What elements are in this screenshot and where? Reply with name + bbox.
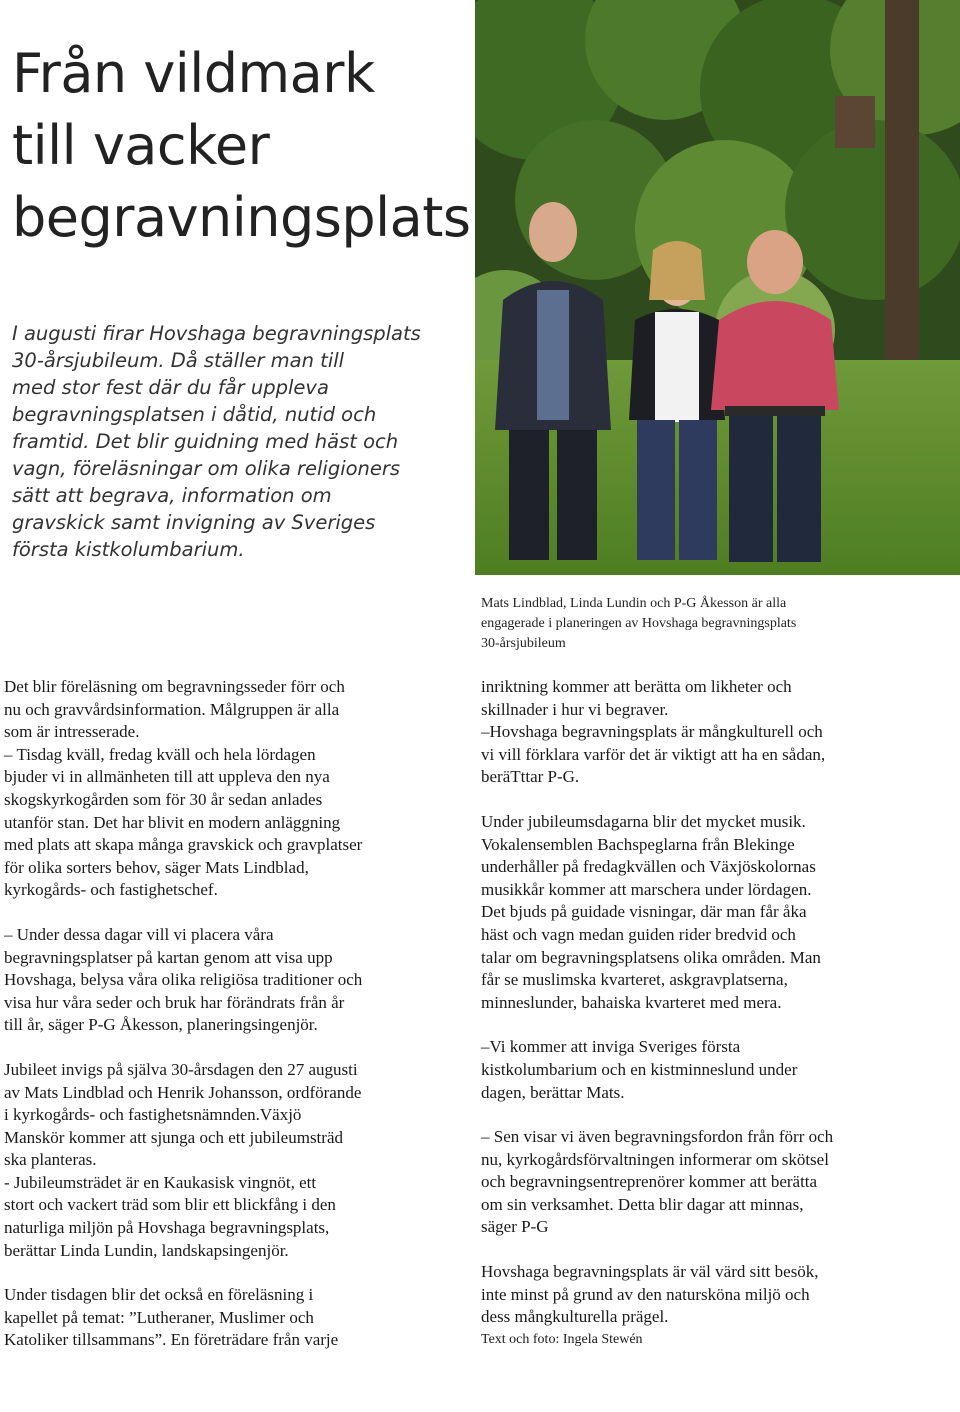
- paragraph: [481, 1126, 951, 1239]
- headline-line: begravningsplats: [12, 186, 471, 249]
- headline-line: till vacker: [12, 114, 270, 177]
- text-line: dagen, berättar Mats.: [481, 1082, 625, 1102]
- caption-line: engagerade i planeringen av Hovshaga begravningsplats: [481, 616, 797, 631]
- article-headline: [12, 38, 471, 254]
- text-line: visa hur våra seder och bruk har förändrats från år: [4, 992, 345, 1012]
- photo-credit: Text och foto: Ingela Stewén: [481, 1331, 643, 1347]
- lead-line: gravskick samt invigning av Sveriges: [12, 511, 376, 534]
- text-line: utanför stan. Det har blivit en modern anläggning: [4, 812, 341, 832]
- text-line: Katoliker tillsammans”. En företrädare från varje: [4, 1330, 339, 1350]
- text-line: häst och vagn medan guiden rider bredvid och: [481, 924, 796, 944]
- photo-caption: [481, 594, 951, 654]
- lead-line: begravningsplatsen i dåtid, nutid och: [12, 403, 377, 426]
- text-line: – Sen visar vi även begravningsfordon från förr och: [481, 1127, 834, 1147]
- text-line: vi vill förklara varför det är viktigt att ha en sådan,: [481, 744, 826, 764]
- paragraph-gap: [481, 789, 951, 811]
- text-line: till år, säger P-G Åkesson, planeringsingenjör.: [4, 1015, 318, 1035]
- text-line: Manskör kommer att sjunga och ett jubileumsträd: [4, 1127, 343, 1147]
- text-line: skogskyrkogården som för 30 år sedan anlades: [4, 789, 323, 809]
- text-line: minneslunder, bahaiska kvarteret med mera.: [481, 992, 782, 1012]
- text-line: och begravningsentreprenörer kommer att berätta: [481, 1172, 818, 1192]
- lead-line: framtid. Det blir guidning med häst och: [12, 430, 399, 453]
- text-line: bjuder vi in allmänheten till att uppleva den nya: [4, 767, 330, 787]
- text-line: naturliga miljön på Hovshaga begravningsplats,: [4, 1218, 330, 1238]
- paragraph-gap: [481, 1014, 951, 1036]
- paragraph-gap: [481, 1239, 951, 1261]
- lead-line: sätt att begrava, information om: [12, 484, 332, 507]
- text-line: berättar Linda Lundin, landskapsingenjör.: [4, 1240, 289, 1260]
- paragraph: [481, 1036, 951, 1104]
- text-line: beräTttar P-G.: [481, 767, 580, 787]
- paragraph-gap: [4, 1262, 459, 1284]
- article-lead: [12, 320, 467, 563]
- lead-line: I augusti firar Hovshaga begravningsplats: [12, 322, 421, 345]
- text-line: musikkår kommer att marschera under lördagen.: [481, 879, 812, 899]
- lead-line: vagn, föreläsningar om olika religioners: [12, 457, 401, 480]
- lead-line: 30-årsjubileum. Då ställer man till: [12, 349, 345, 372]
- text-line: –Hovshaga begravningsplats är mångkulturell och: [481, 722, 823, 742]
- text-line: inte minst på grund av den natursköna miljö och: [481, 1284, 810, 1304]
- text-line: om sin verksamhet. Detta blir dagar att minnas,: [481, 1194, 804, 1214]
- paragraph: [481, 1261, 951, 1329]
- text-line: nu, kyrkogårdsförvaltningen informerar om skötsel: [481, 1149, 829, 1169]
- paragraph: [481, 811, 951, 1014]
- body-column-right: [481, 676, 951, 1351]
- text-line: - Jubileumsträdet är en Kaukasisk vingnöt, ett: [4, 1172, 317, 1192]
- paragraph-gap: [4, 1037, 459, 1059]
- text-line: av Mats Lindblad och Henrik Johansson, ordförande: [4, 1082, 362, 1102]
- paragraph: [4, 676, 459, 902]
- text-line: för olika sorters behov, säger Mats Lindblad,: [4, 857, 309, 877]
- text-line: kapellet på temat: ”Lutheraner, Muslimer och: [4, 1307, 314, 1327]
- paragraph-gap: [481, 1104, 951, 1126]
- text-line: – Tisdag kväll, fredag kväll och hela lördagen: [4, 744, 316, 764]
- birdhouse: [835, 96, 875, 148]
- text-line: Vokalensemblen Bachspeglarna från Blekinge: [481, 834, 795, 854]
- text-line: –Vi kommer att inviga Sveriges första: [481, 1037, 741, 1057]
- text-line: Hovshaga begravningsplats är väl värd sitt besök,: [481, 1262, 819, 1282]
- paragraph: [4, 924, 459, 1037]
- text-line: kyrkogårds- och fastighetschef.: [4, 880, 218, 900]
- text-line: underhåller på fredagkvällen och Växjöskolornas: [481, 857, 816, 877]
- text-line: med plats att skapa många gravskick och gravplatser: [4, 835, 363, 855]
- text-line: begravningsplatser på kartan genom att visa upp: [4, 947, 333, 967]
- text-line: Jubileet invigs på själva 30-årsdagen den 27 augusti: [4, 1059, 358, 1079]
- text-line: Det bjuds på guidade visningar, där man får åka: [481, 902, 807, 922]
- lead-line: med stor fest där du får uppleva: [12, 376, 329, 399]
- text-line: ska planteras.: [4, 1150, 97, 1170]
- text-line: Under tisdagen blir det också en föreläsning i: [4, 1285, 314, 1305]
- lead-line: första kistkolumbarium.: [12, 538, 245, 561]
- text-line: i kyrkogårds- och fastighetsnämnden.Växjö: [4, 1105, 302, 1125]
- text-line: – Under dessa dagar vill vi placera våra: [4, 924, 274, 944]
- text-line: skillnader i hur vi begraver.: [481, 699, 669, 719]
- body-column-left: [4, 676, 459, 1352]
- text-line: dess mångkulturella prägel.: [481, 1307, 669, 1327]
- photo-illustration: [475, 0, 960, 575]
- text-line: Hovshaga, belysa våra olika religiösa traditioner och: [4, 970, 363, 990]
- paragraph: [4, 1284, 459, 1352]
- text-line: som är intresserade.: [4, 722, 140, 742]
- text-line: Under jubileumsdagarna blir det mycket musik.: [481, 811, 806, 831]
- text-line: nu och gravvårdsinformation. Målgruppen är alla: [4, 699, 340, 719]
- text-line: Det blir föreläsning om begravningsseder förr och: [4, 677, 345, 696]
- text-line: talar om begravningsplatsens olika områden. Man: [481, 947, 821, 967]
- article-photo: [475, 0, 960, 575]
- text-line: säger P-G: [481, 1217, 549, 1237]
- paragraph: [4, 1059, 459, 1262]
- caption-line: Mats Lindblad, Linda Lundin och P-G Åkesson är alla: [481, 596, 787, 611]
- paragraph-gap: [4, 902, 459, 924]
- text-line: inriktning kommer att berätta om likheter och: [481, 677, 792, 696]
- text-line: stort och vackert träd som blir ett blickfång i den: [4, 1195, 336, 1215]
- paragraph: [481, 676, 951, 789]
- text-line: kistkolumbarium och en kistminneslund under: [481, 1059, 798, 1079]
- caption-line: 30-årsjubileum: [481, 636, 566, 651]
- text-line: får se muslimska kvarteret, askgravplatserna,: [481, 970, 788, 990]
- headline-line: Från vildmark: [12, 42, 375, 105]
